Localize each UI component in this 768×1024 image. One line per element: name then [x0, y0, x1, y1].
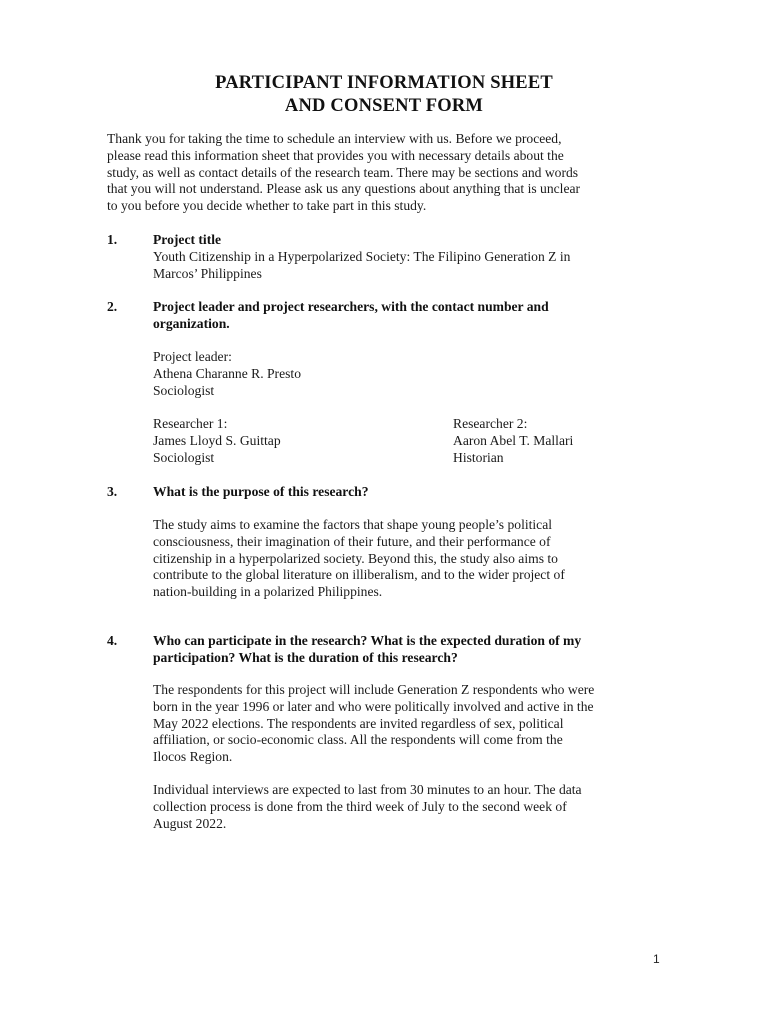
- section-body-line: citizenship in a hyperpolarized society. Beyond this, the study also aims to: [153, 550, 558, 566]
- section-1-body: [153, 249, 653, 283]
- section-1-number: 1.: [107, 232, 118, 247]
- section-4-heading: [153, 633, 643, 667]
- section-body-line: Marcos’ Philippines: [153, 265, 262, 281]
- section-body-line: The respondents for this project will include Generation Z respondents who were: [153, 682, 595, 697]
- section-3-heading: [153, 484, 643, 501]
- section-2-number: 2.: [107, 299, 118, 314]
- section-body-line: Individual interviews are expected to last from 30 minutes to an hour. The data: [153, 782, 582, 797]
- intro-line: to you before you decide whether to take part in this study.: [107, 198, 427, 214]
- section-body-line: May 2022 elections. The respondents are invited regardless of sex, political: [153, 715, 564, 731]
- document-title-line-1: PARTICIPANT INFORMATION SHEET: [215, 73, 553, 93]
- section-body-line: born in the year 1996 or later and who were politically involved and active in the: [153, 698, 594, 714]
- section-body-line: affiliation, or socio-economic class. All the respondents will come from the: [153, 732, 563, 748]
- section-4-number: 4.: [107, 633, 118, 648]
- project-leader-label: Project leader:: [153, 349, 232, 364]
- section-heading-line: participation? What is the duration of this research?: [153, 649, 458, 665]
- section-body-line: Ilocos Region.: [153, 749, 233, 765]
- section-3-body: [153, 517, 653, 601]
- intro-line: study, as well as contact details of the research team. There may be sections and words: [107, 164, 579, 180]
- researcher-1-role: Sociologist: [153, 449, 215, 465]
- section-body-line: nation-building in a polarized Philippines.: [153, 584, 383, 600]
- section-2-heading: [153, 299, 643, 333]
- researcher-1-name: James Lloyd S. Guittap: [153, 432, 281, 448]
- section-heading-line: Project title: [153, 232, 222, 247]
- section-body-line: consciousness, their imagination of their future, and their performance of: [153, 533, 551, 549]
- section-4-body: [153, 682, 653, 766]
- intro-paragraph: [107, 131, 647, 215]
- project-leader-block: [153, 349, 653, 399]
- researcher-2-name: Aaron Abel T. Mallari: [453, 432, 574, 448]
- researcher-2-block: [453, 416, 573, 466]
- section-body-line: August 2022.: [153, 815, 227, 831]
- page-number: 1: [653, 952, 660, 966]
- section-heading-line: organization.: [153, 315, 230, 331]
- section-4-body-2: [153, 782, 653, 832]
- section-body-line: contribute to the global literature on illiberalism, and to the wider project of: [153, 567, 565, 583]
- document-title-line-2: AND CONSENT FORM: [284, 96, 484, 116]
- project-leader-role: Sociologist: [153, 382, 215, 398]
- section-body-line: Youth Citizenship in a Hyperpolarized Society: The Filipino Generation Z in: [153, 249, 571, 264]
- section-heading-line: What is the purpose of this research?: [153, 484, 369, 499]
- section-body-line: The study aims to examine the factors that shape young people’s political: [153, 517, 553, 532]
- section-body-line: collection process is done from the third week of July to the second week of: [153, 798, 567, 814]
- section-3-number: 3.: [107, 484, 118, 499]
- section-1-heading: [153, 232, 643, 249]
- researcher-1-label: Researcher 1:: [153, 416, 228, 431]
- section-heading-line: Project leader and project researchers, with the contact number and: [153, 299, 549, 314]
- researcher-2-role: Historian: [453, 449, 504, 465]
- intro-line: please read this information sheet that provides you with necessary details about the: [107, 147, 564, 163]
- researcher-1-block: [153, 416, 433, 466]
- project-leader-name: Athena Charanne R. Presto: [153, 365, 301, 381]
- researcher-2-label: Researcher 2:: [453, 416, 528, 431]
- intro-line: that you will not understand. Please ask us any questions about anything that is unclear: [107, 181, 581, 197]
- section-heading-line: Who can participate in the research? What is the expected duration of my: [153, 633, 582, 648]
- intro-line: Thank you for taking the time to schedule an interview with us. Before we proceed,: [107, 131, 562, 146]
